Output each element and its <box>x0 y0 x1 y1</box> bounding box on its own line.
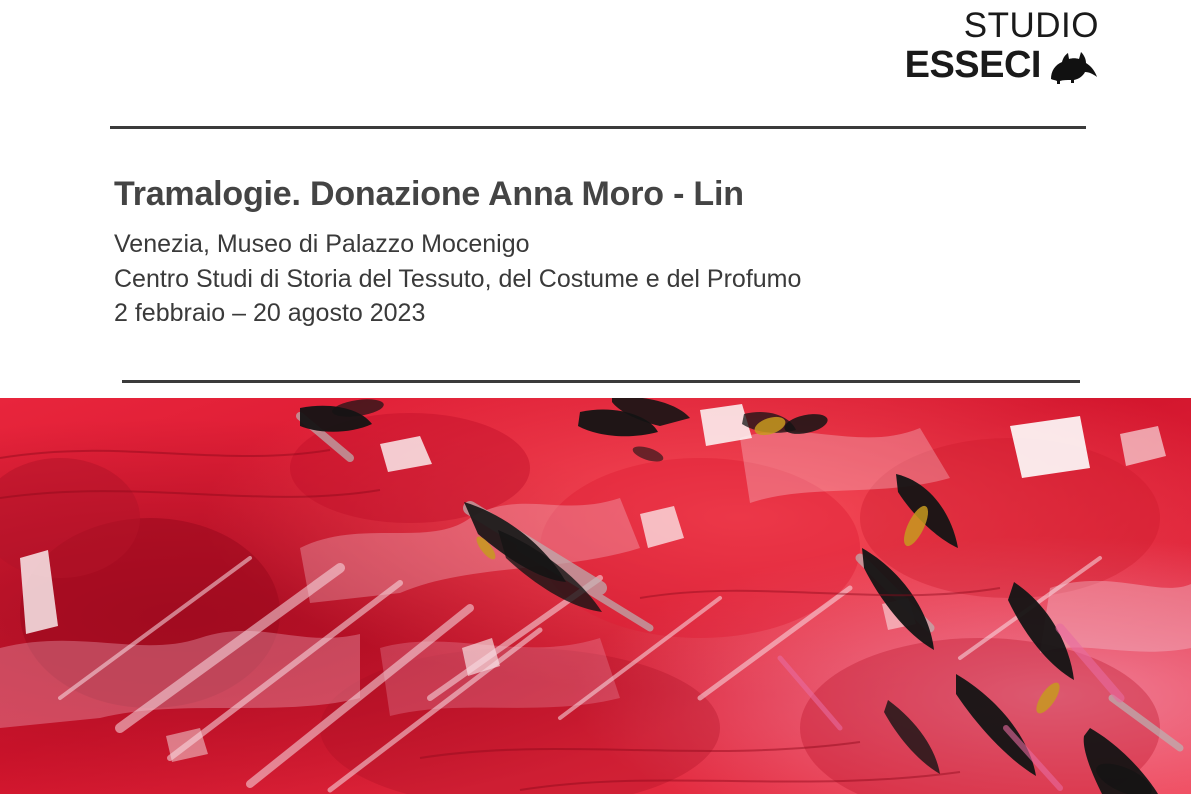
logo-line-esseci: ESSECI <box>904 44 1041 86</box>
exhibition-dates: 2 febbraio – 20 agosto 2023 <box>114 299 426 328</box>
divider-bottom <box>122 380 1080 383</box>
exhibition-info <box>114 176 1074 331</box>
logo-line-studio: STUDIO <box>963 6 1099 45</box>
page-title: Tramalogie. Donazione Anna Moro - Lin <box>114 175 744 213</box>
exhibition-venue: Venezia, Museo di Palazzo Mocenigo <box>114 230 530 259</box>
divider-top <box>110 126 1086 129</box>
logo-row-esseci <box>905 45 1099 85</box>
studio-esseci-logo[interactable] <box>905 8 1099 85</box>
cat-icon <box>1043 45 1099 85</box>
exhibition-subtitle: Centro Studi di Storia del Tessuto, del Costume e del Profumo <box>114 264 802 293</box>
artwork-image <box>0 398 1191 794</box>
